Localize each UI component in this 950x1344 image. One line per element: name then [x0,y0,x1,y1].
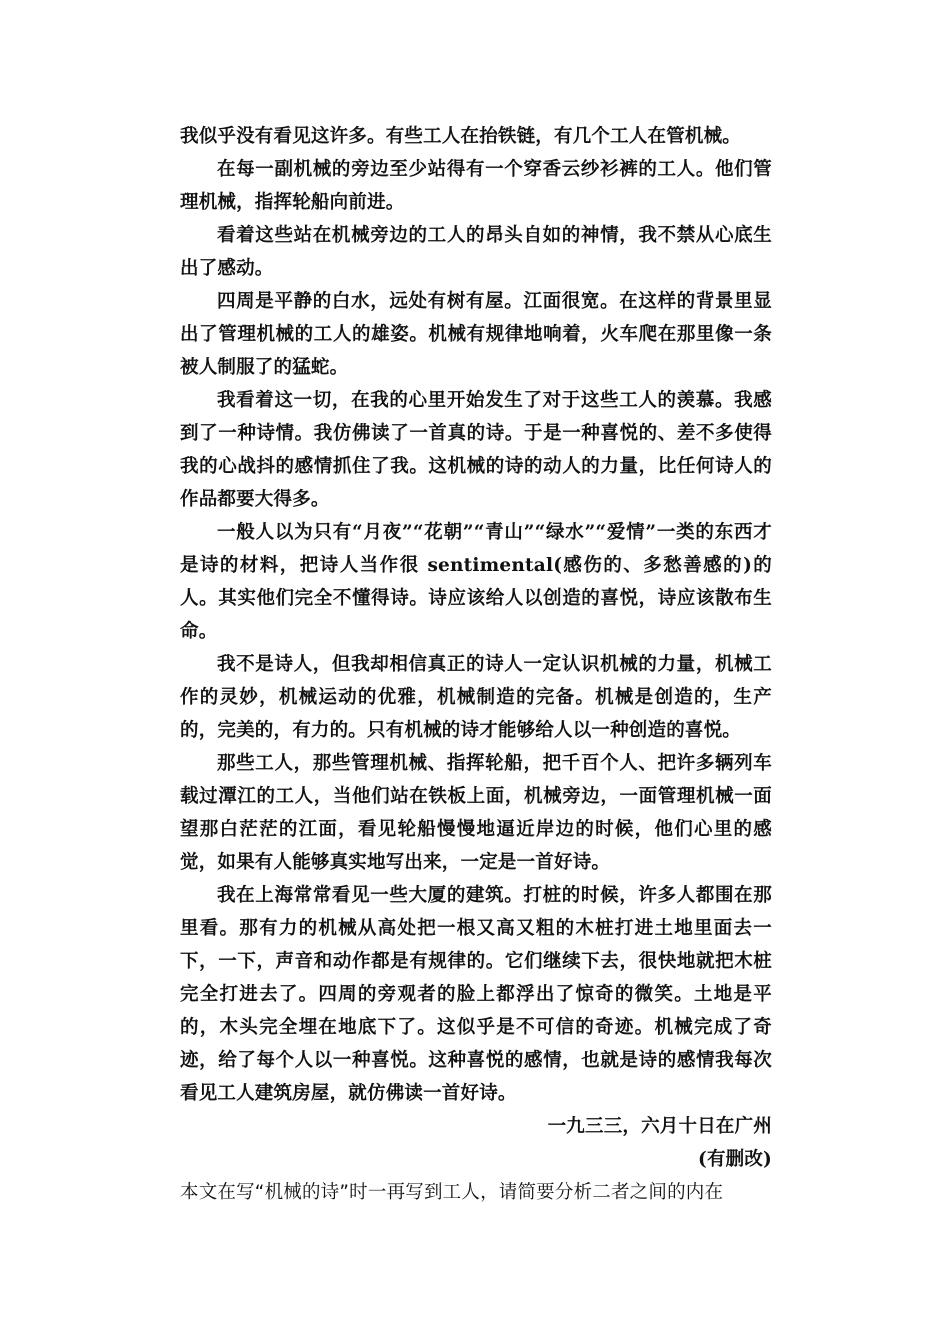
date-line: 一九三三，六月十日在广州 [547,1116,772,1137]
paragraph-4: 四周是平静的白水，远处有树有屋。江面很宽。在这样的背景里显出了管理机械的工人的雄姿。机械有规律地响着，火车爬在那里像一条被人制服了的猛蛇。 [180,291,772,378]
article-body [180,120,772,1209]
paragraph-7: 我不是诗人，但我却相信真正的诗人一定认识机械的力量，机械工作的灵妙，机械运动的优雅，机械制造的完备。机械是创造的，生产的，完美的，有力的。只有机械的诗才能够给人以一种创造的喜悦。 [180,654,772,741]
edit-note: (有删改) [697,1149,772,1170]
question-text: 本文在写“机械的诗”时一再写到工人，请简要分析二者之间的内在 [180,1182,724,1203]
paragraph-1: 我似乎没有看见这许多。有些工人在抬铁链，有几个工人在管机械。 [180,126,742,147]
paragraph-5: 我看着这一切，在我的心里开始发生了对于这些工人的羡慕。我感到了一种诗情。我仿佛读了一首真的诗。于是一种喜悦的、差不多使得我的心战抖的感情抓住了我。这机械的诗的动人的力量，比任何诗人的作品都要大得多。 [180,390,772,510]
paragraph-9: 我在上海常常看见一些大厦的建筑。打桩的时候，许多人都围在那里看。那有力的机械从高处把一根又高又粗的木桩打进土地里面去一下，一下，声音和动作都是有规律的。它们继续下去，很快地就把木桩完全打进去了。四周的旁观者的脸上都浮出了惊奇的微笑。土地是平的，木头完全埋在地底下了。这似乎是不可信的奇迹。机械完成了奇迹，给了每个人以一种喜悦。这种喜悦的感情，也就是诗的感情我每次看见工人建筑房屋，就仿佛读一首好诗。 [180,885,772,1104]
paragraph-8: 那些工人，那些管理机械、指挥轮船，把千百个人、把许多辆列车载过潭江的工人，当他们站在铁板上面，机械旁边，一面管理机械一面望那白茫茫的江面，看见轮船慢慢地逼近岸边的时候，他们心里的感觉，如果有人能够真实地写出来，一定是一首好诗。 [180,753,772,873]
paragraph-2: 在每一副机械的旁边至少站得有一个穿香云纱衫裤的工人。他们管理机械，指挥轮船向前进。 [180,159,772,213]
paragraph-6: 一般人以为只有“月夜”“花朝”“青山”“绿水”“爱情”一类的东西才是诗的材料，把诗人当作很 sentimental(感伤的、多愁善感的)的人。其实他们完全不懂得诗。诗应该给人以创造的喜悦，诗应该散布生命。 [180,522,772,642]
paragraph-3: 看着这些站在机械旁边的工人的昂头自如的神情，我不禁从心底生出了感动。 [180,225,772,279]
